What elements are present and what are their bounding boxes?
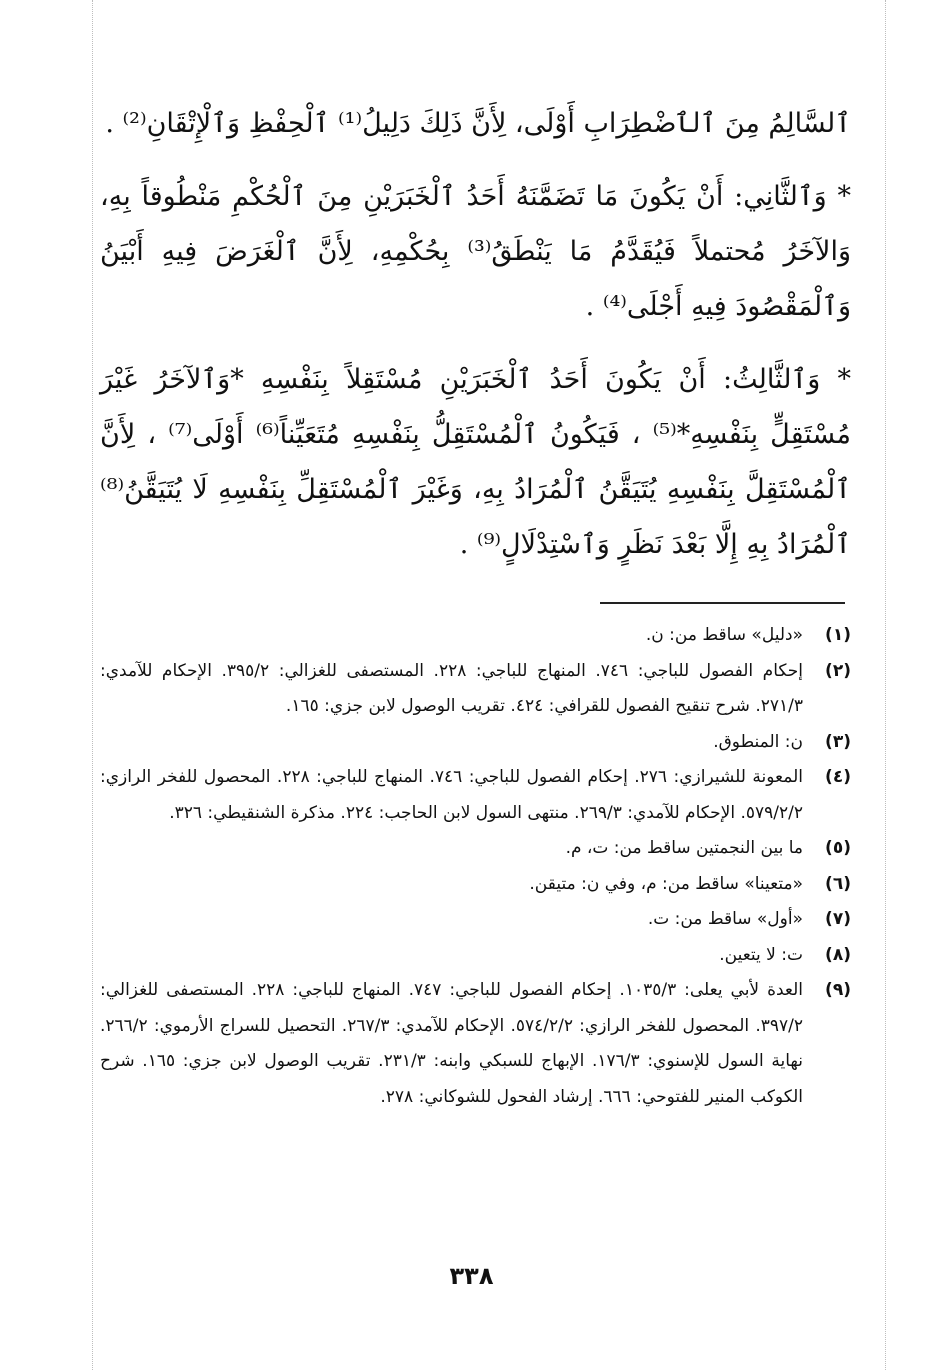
footnote-text: المعونة للشيرازي: ٢٧٦. إحكام الفصول للباجي: ٧٤٦. المنهاج للباجي: ٢٢٨. المحصول للفخر الرازي: ٥٧٩/٢/٢. الإحكام للآمدي: ٢٦٩/٣. منتهى السول لابن الحاجب: ٢٢٤. مذكرة الشنقيطي: ٣٢٦. — [100, 767, 803, 823]
footnotes-list — [100, 618, 851, 1115]
footnote-text: ما بين النجمتين ساقط من: ت، م. — [565, 838, 803, 858]
footnote-number: (٥) — [825, 838, 851, 858]
footnote-number: (١) — [825, 625, 851, 645]
footnote — [100, 902, 851, 938]
footnote — [100, 618, 851, 654]
footnote-text: «متعينا» ساقط من: م، وفي ن: متيقن. — [529, 873, 803, 894]
footnote-number: (٣) — [825, 731, 851, 752]
footnote-number: (٨) — [825, 944, 851, 965]
footnote-separator — [600, 602, 845, 604]
paragraph-1: ٱلسَّالِمُ مِنَ ٱلٱضْطِرَابِ أَوْلَى، لِأَنَّ ذَلِكَ دَلِيلُ⁽¹⁾ ٱلْحِفْظِ وَٱلْإِتْقَانِ⁽²⁾ . — [105, 108, 851, 139]
footnote-text: ت: لا يتعين. — [719, 944, 803, 965]
paragraph-3: * وَٱلثَّالِثُ: أَنْ يَكُونَ أَحَدُ ٱلْخَبَرَيْنِ مُسْتَقِلاً بِنَفْسِهِ *وَٱلآخَرُ غَيْرَ مُسْتَقِلٍّ بِنَفْسِهِ*⁽⁵⁾ ، فَيَكُونُ ٱلْمُسْتَقِلُّ بِنَفْسِهِ مُتَعَيِّناً⁽⁶⁾ أَوْلَى⁽⁷⁾ ، لِأَنَّ ٱلْمُسْتَقِلَّ بِنَفْسِهِ يُتَيَقَّنُ ٱلْمُرَادُ بِهِ، وَغَيْرَ ٱلْمُسْتَقِلِّ بِنَفْسِهِ لَا يُتَيَقَّنُ⁽⁸⁾ ٱلْمُرَادُ بِهِ إِلَّا بَعْدَ نَظَرٍ وَٱسْتِدْلَالٍ⁽⁹⁾ . — [100, 364, 851, 560]
footnote — [100, 938, 851, 974]
scan-line-right — [885, 0, 886, 1370]
footnote-text: «دليل» ساقط من: ن. — [645, 625, 803, 645]
paragraph-2: * وَٱلثَّانِي: أَنْ يَكُونَ مَا تَضَمَّنَهُ أَحَدُ ٱلْخَبَرَيْنِ مِنَ ٱلْحُكْمِ مَنْطُوقاً بِهِ، وَالآخَرُ مُحتملاً فَيُقَدَّمُ مَا يَنْطَقُ⁽³⁾ بِحُكْمِهِ، لِأَنَّ ٱلْغَرَضَ فِيهِ أَبْيَنُ وَٱلْمَقْصُودَ فِيهِ أَجْلَى⁽⁴⁾ . — [100, 181, 851, 322]
footnote-number: (٢) — [825, 660, 851, 681]
footnote — [100, 867, 851, 903]
main-text — [100, 96, 851, 572]
footnote-text: ن: المنطوق. — [713, 731, 803, 752]
footnote-number: (٤) — [825, 767, 851, 787]
footnote — [100, 654, 851, 725]
footnote — [100, 831, 851, 867]
footnote-text: إحكام الفصول للباجي: ٧٤٦. المنهاج للباجي: ٢٢٨. المستصفى للغزالي: ٣٩٥/٢. الإحكام للآمدي: ٢٧١/٣. شرح تنقيح الفصول للقرافي: ٤٢٤. تقريب الوصول لابن جزي: ١٦٥. — [100, 660, 804, 716]
scan-line-left — [92, 0, 93, 1370]
footnote — [100, 760, 851, 831]
footnote-text: «أول» ساقط من: ت. — [647, 909, 803, 929]
footnote-number: (٦) — [825, 873, 851, 894]
footnote — [100, 725, 851, 761]
footnote-number: (٧) — [825, 909, 851, 929]
footnote — [100, 973, 851, 1115]
page-number: ٣٣٨ — [449, 1262, 494, 1290]
footnote-number: (٩) — [825, 980, 851, 1000]
footnote-text: العدة لأبي يعلى: ١٠٣٥/٣. إحكام الفصول للباجي: ٧٤٧. المنهاج للباجي: ٢٢٨. المستصفى للغزالي: ٣٩٧/٢. المحصول للفخر الرازي: ٥٧٤/٢/٢. الإحكام للآمدي: ٢٦٧/٣. التحصيل للسراج الأرموي: ٢٦٦/٢. نهاية السول للإسنوي: ١٧٦/٣. الإبهاج للسبكي وابنه: ٢٣١/٣. تقريب الوصول لابن جزي: ١٦٥. شرح الكوكب المنير للفتوحي: ٦٦٦. إرشاد الفحول للشوكاني: ٢٧٨. — [100, 980, 804, 1107]
